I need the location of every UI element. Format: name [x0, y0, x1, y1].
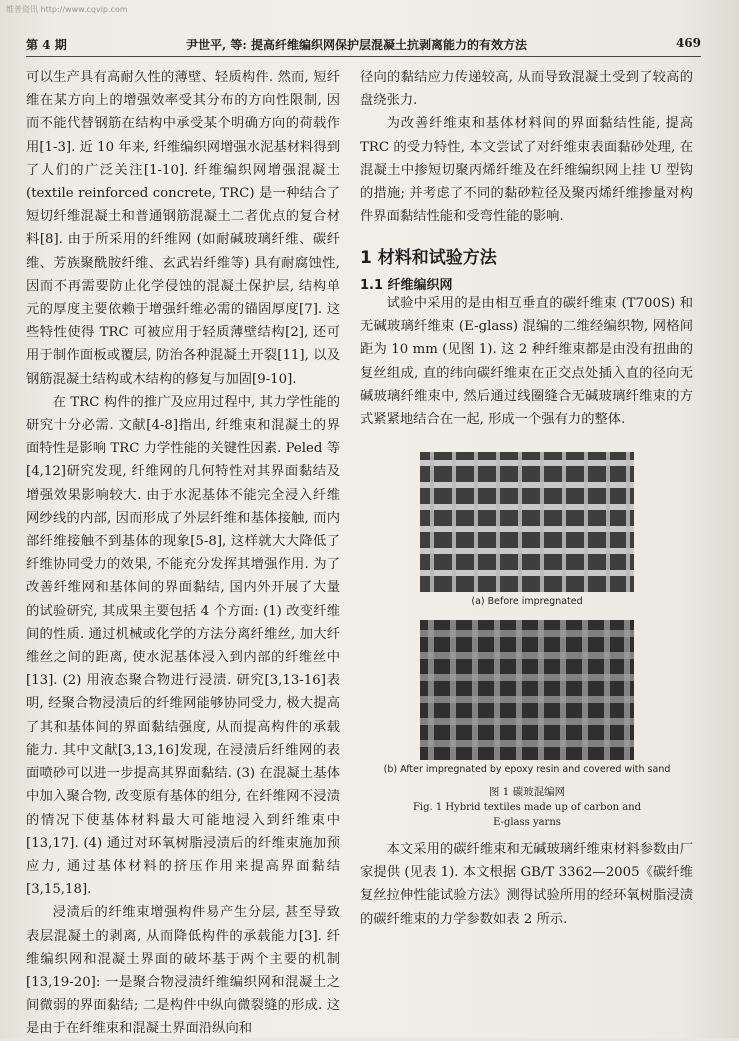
issue-number: 第 4 期 [26, 38, 67, 52]
left-column [26, 66, 340, 1041]
paragraph: 为改善纤维束和基体材料间的界面黏结性能, 提高 TRC 的受力特性, 本文尝试了对纤维束表面黏砂处理, 在混凝土中掺短切聚丙烯纤维及在纤维编织网上挂 U 型钩的措施; 并考虑了不同的黏砂粒径及聚丙烯纤维掺量对构件界面黏结性能和受弯性能的影响. [360, 116, 693, 225]
running-title: 尹世平, 等: 提高纤维编织网保护层混凝土抗剥离能力的有效方法 [186, 38, 527, 52]
watermark: 维普资讯 http://www.cqvip.com [6, 5, 128, 14]
paragraph: 浸渍后的纤维束增强构件易产生分层, 甚至导致表层混凝土的剥离, 从而降低构件的承载能力[3]. 纤维编织网和混凝土界面的破坏基于两个主要的机制[13,19-20]: 一是聚合物浸渍纤维编织网和混凝土之间微弱的界面黏结; 二是构件中纵向微裂缝的形成. 这是由于在纤维束和混凝土界面沿纵向和 [26, 905, 340, 1037]
section-heading: 1 材料和试验方法 [360, 248, 497, 268]
page-number: 469 [675, 36, 701, 50]
figure-title-english-line1: Fig. 1 Hybrid textiles made up of carbon and [412, 802, 642, 813]
paragraph: 径向的黏结应力传递较高, 从而导致混凝土受到了较高的盘绕张力. [360, 70, 693, 109]
figure-title-english-line2: E-glass yarns [493, 817, 561, 828]
figure-caption-a: (a) Before impregnated [471, 596, 583, 607]
textile-photo-before [420, 452, 634, 592]
textile-photo-after [420, 620, 634, 760]
paragraph: 在 TRC 构件的推广及应用过程中, 其力学性能的研究十分必需. 文献[4-8]指出, 纤维束和混凝土的界面特性是影响 TRC 力学性能的关键性因素. Peled 等[4,12]研究发现, 纤维网的几何特性对其界面黏结及增强效果影响较大. 由于水泥基体不能完全浸入纤维网纱线的内部, 因而形成了外层纤维和基体接触, 而内部纤维接触不到基体的现象[5-8], 这样就大大降低了纤维协同受力的效果, 不能充分发挥其增强作用. 为了改善纤维网和基体间的界面黏结, 国内外开展了大量的试验研究, 其成果主要包括 4 个方面: (1) 改变纤维间的性质. 通过机械或化学的方法分离纤维丝, 加大纤维丝之间的距离, 使水泥基体浸入到内部的纤维丝中[13]. (2) 用液态聚合物进行浸渍. 研究[3,13-16]表明, 经聚合物浸渍后的纤维网能够协同受力, 极大提高了其和基体间的界面黏结强度, 从而提高构件的承载能力. 其中文献[3,13,16]发现, 在浸渍后纤维网的表面喷砂可以进一步提高其界面黏结. (3) 在混凝土基体中加入聚合物, 改变原有基体的组分, 在纤维网不浸渍的情况下使基体材料最大可能地浸入到纤维束中[13,17]. (4) 通过对环氧树脂浸渍后的纤维束施加预应力, 通过基体材料的挤压作用来提高界面黏结[3,15,18]. [26, 394, 340, 898]
figure-title-chinese: 图 1 碳玻混编网 [488, 786, 566, 798]
subsection-heading: 1.1 纤维编织网 [360, 278, 453, 293]
paragraph: 试验中采用的是由相互垂直的碳纤维束 (T700S) 和无碱玻璃纤维束 (E-glass) 混编的二维经编织物, 网格间距为 10 mm (见图 1). 这 2 种纤维束都是由没有扭曲的复丝组成, 直的纬向碳纤维束在正交点处插入直的径向无碱玻璃纤维束中, 然后通过线圈缝合无碱玻璃纤维束的方式紧紧地结合在一起, 形成一个强有力的整体. [360, 296, 693, 428]
right-column-top [360, 66, 693, 228]
figure-title-english [380, 800, 674, 830]
running-header [26, 34, 701, 57]
textile-sand-grid-image [420, 620, 634, 760]
paragraph: 本文采用的碳纤维束和无碱玻璃纤维束材料参数由厂家提供 (见表 1). 本文根据 GB/T 3362—2005《碳纤维复丝拉伸性能试验方法》测得试验所用的经环氧树脂浸渍的碳纤维束的力学参数如表 2 所示. [360, 842, 693, 927]
textile-grid-image [420, 452, 634, 592]
right-column-middle [360, 292, 693, 431]
right-column-bottom [360, 838, 693, 931]
figure-caption-b: (b) After impregnated by epoxy resin and covered with sand [383, 764, 671, 775]
paragraph: 可以生产具有高耐久性的薄壁、轻质构件. 然而, 短纤维在某方向上的增强效率受其分布的方向性限制, 因而不能代替钢筋在结构中承受某个明确方向的荷载作用[1-3]. 近 10 年来, 纤维编织网增强水泥基材料得到了人们的广泛关注[1-10]. 纤维编织网增强混凝土 (textile reinforced concrete, TRC) 是一种结合了短切纤维混凝土和普通钢筋混凝土二者优点的复合材料[8]. 由于所采用的纤维网 (如耐碱玻璃纤维、碳纤维、芳族聚酰胺纤维、玄武岩纤维等) 具有耐腐蚀性, 因而不再需要防止化学侵蚀的混凝土保护层, 结构单元的厚度主要依赖于增强纤维必需的锚固厚度[7]. 这些特性使得 TRC 可被应用于轻质薄壁结构[2], 还可用于制作面板或覆层, 防治各种混凝土开裂[11], 以及钢筋混凝土结构或木结构的修复与加固[9-10]. [26, 70, 340, 387]
